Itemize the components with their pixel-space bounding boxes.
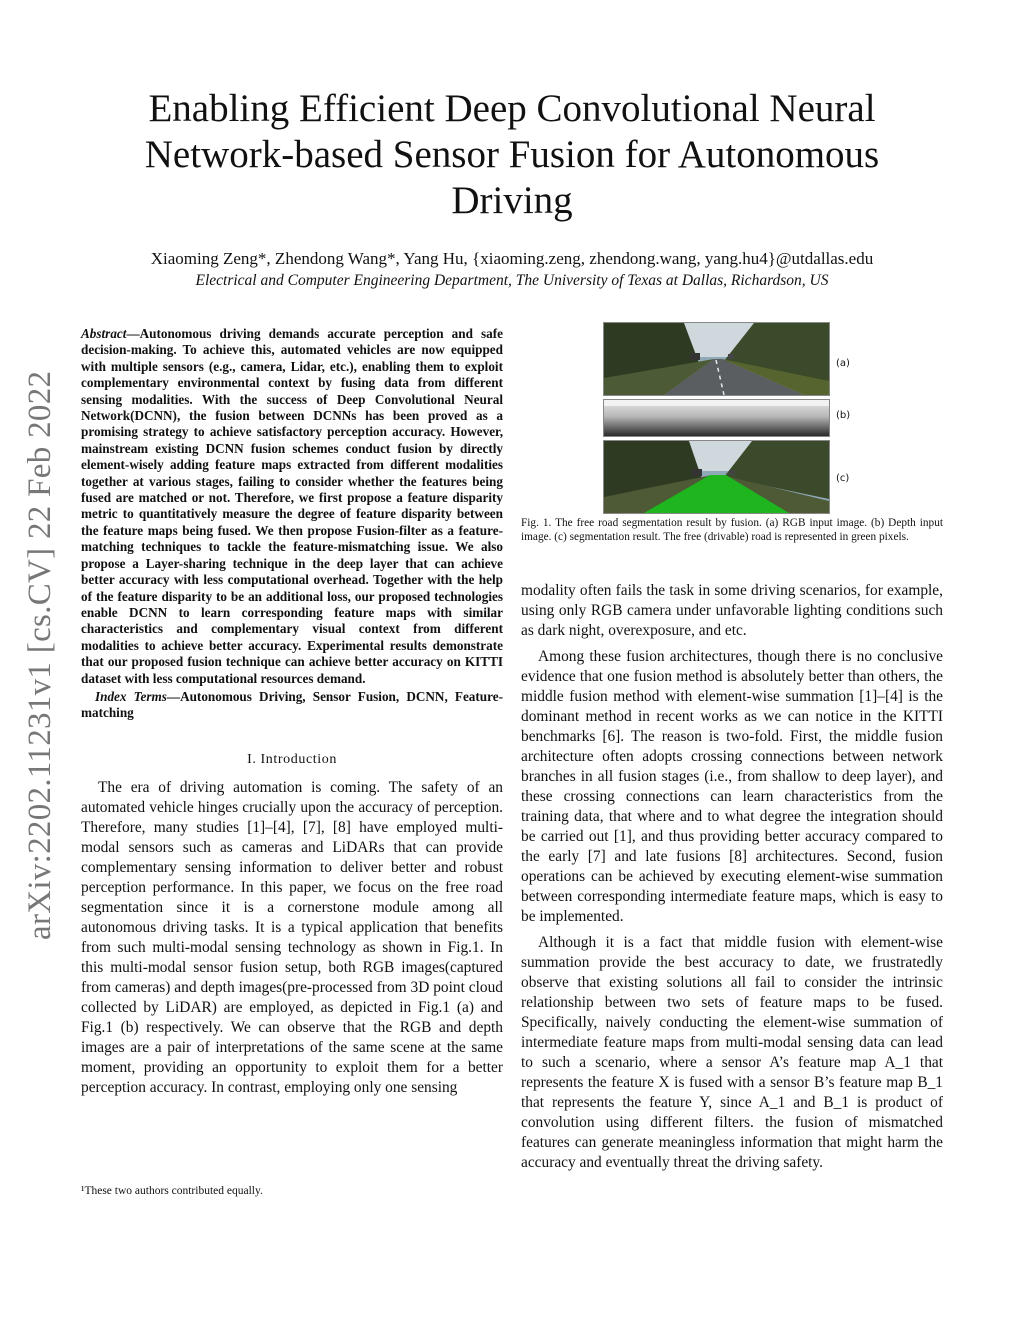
figure-1 (603, 322, 931, 512)
segmentation-result-image (603, 440, 830, 514)
subfigure-label-c: (c) (836, 473, 850, 484)
figure-caption: Fig. 1. The free road segmentation result by fusion. (a) RGB input image. (b) Depth input image. (c) segmentation result. The free (drivable) road is represented in green pixels. (521, 517, 943, 543)
affiliation: Electrical and Computer Engineering Department, The University of Texas at Dallas, Richardson, US (195, 272, 829, 289)
paper-title: Enabling Efficient Deep Convolutional Neural Network-based Sensor Fusion for Autonomous Driving (144, 87, 880, 222)
abstract-label: Abstract (81, 326, 127, 341)
index-terms-text: —Autonomous Driving, Sensor Fusion, DCNN, Feature-matching (81, 688, 503, 721)
right-column (521, 581, 943, 1173)
arxiv-identifier-stamp: arXiv:2202.11231v1 [cs.CV] 22 Feb 2022 (22, 370, 58, 940)
rgb-input-image (603, 322, 830, 396)
index-terms (81, 689, 503, 722)
abstract (81, 326, 503, 687)
left-column (81, 326, 503, 1098)
section-heading-introduction: I. Introduction (247, 751, 337, 767)
abstract-text: —Autonomous driving demands accurate perception and safe decision-making. To achieve this, automated vehicles are now equipped with multiple sensors (e.g., camera, Lidar, etc.), enabling them to exploit complementary environmental context by fusing data from different sensing modalities. With the success of Deep Convolutional Neural Network(DCNN), the fusion between DCNNs has been proved as a promising strategy to achieve satisfactory perception accuracy. However, mainstream existing DCNN fusion schemes conduct fusion by directly element-wisely adding feature maps extracted from different modalities together at various stages, failing to consider whether the features being fused are matched or not. Therefore, we first propose a feature disparity metric to quantitatively measure the degree of feature disparity between the feature maps being fused. We then propose Fusion-filter as a feature-matching techniques to tackle the feature-mismatching issue. We also propose a Layer-sharing technique in the deep layer that can achieve better accuracy with less computational overhead. Together with the help of the feature disparity to be an additional loss, our proposed technologies enable DCNN to learn corresponding feature maps with similar characteristics and complementary visual context from different modalities to achieve better accuracy. Experimental results demonstrate that our proposed fusion technique can achieve better accuracy on KITTI dataset with less computational resources demand. (81, 326, 503, 686)
depth-input-image (603, 399, 830, 437)
subfigure-label-a: (a) (836, 358, 850, 369)
author-list: Xiaoming Zeng*, Zhendong Wang*, Yang Hu, {xiaoming.zeng, zhendong.wang, yang.hu4}@utdallas.edu (150, 249, 874, 268)
right-paragraph-2: Among these fusion architectures, though there is no conclusive evidence that one fusion method is absolutely better than others, the middle fusion method with element-wise summation [1]–[4] is the dominant method in recent works as we can notice in the KITTI benchmarks [6]. The reason is two-fold. First, the middle fusion architecture often adopts crossing connections between network branches in all fusion stages (i.e., from shallow to deep layer), and these crossing connections can learn characteristics from the training data, that where and to what degree the integration should be carried out [1], and thus providing better accuracy compared to the early [7] and late fusions [8] architectures. Second, fusion operations can be achieved by executing element-wise summation between corresponding intermediate feature maps, which is easy to be implemented. (521, 648, 943, 925)
footnote: ¹These two authors contributed equally. (81, 1185, 263, 1197)
index-terms-label: Index Terms (95, 688, 167, 704)
subfigure-label-b: (b) (836, 410, 851, 421)
intro-paragraph: The era of driving automation is coming. The safety of an automated vehicle hinges crucially upon the accuracy of perception. Therefore, many studies [1]–[4], [7], [8] have employed multi-modal sensors such as cameras and LiDARs that can provide complementary sensing information to deliver better and robust perception performance. In this paper, we focus on the free road segmentation since it is a cornerstone module among all autonomous driving tasks. It is a typical application that benefits from such multi-modal sensing technology as shown in Fig.1. In this multi-modal sensor fusion setup, both RGB images(captured from cameras) and depth images(pre-processed from 3D point cloud collected by LiDAR) are employed, as depicted in Fig.1 (a) and Fig.1 (b) respectively. We can observe that the RGB and depth images are a pair of interpretations of the same scene at the same moment, providing an opportunity to exploit them for a better perception accuracy. In contrast, employing only one sensing (81, 778, 503, 1096)
right-paragraph-3: Although it is a fact that middle fusion with element-wise summation provide the best accuracy to date, we frustratedly observe that existing solutions all fail to consider the intrinsic relationship between two sets of feature maps to be fused. Specifically, naively conducting the element-wise summation of intermediate feature maps from multi-modal sensing data can lead to such a scenario, where a sensor A’s feature map A_1 that represents the feature X is fused with a sensor B’s feature map B_1 that represents the feature Y, since A_1 and B_1 is product of convolution using different filters. the fusion of mismatched features can generate meaningless information that might harm the accuracy and eventually threat the driving safety. (521, 934, 943, 1171)
right-paragraph-1: modality often fails the task in some driving scenarios, for example, using only RGB camera under unfavorable lighting conditions such as dark night, overexposure, and etc. (521, 582, 943, 639)
